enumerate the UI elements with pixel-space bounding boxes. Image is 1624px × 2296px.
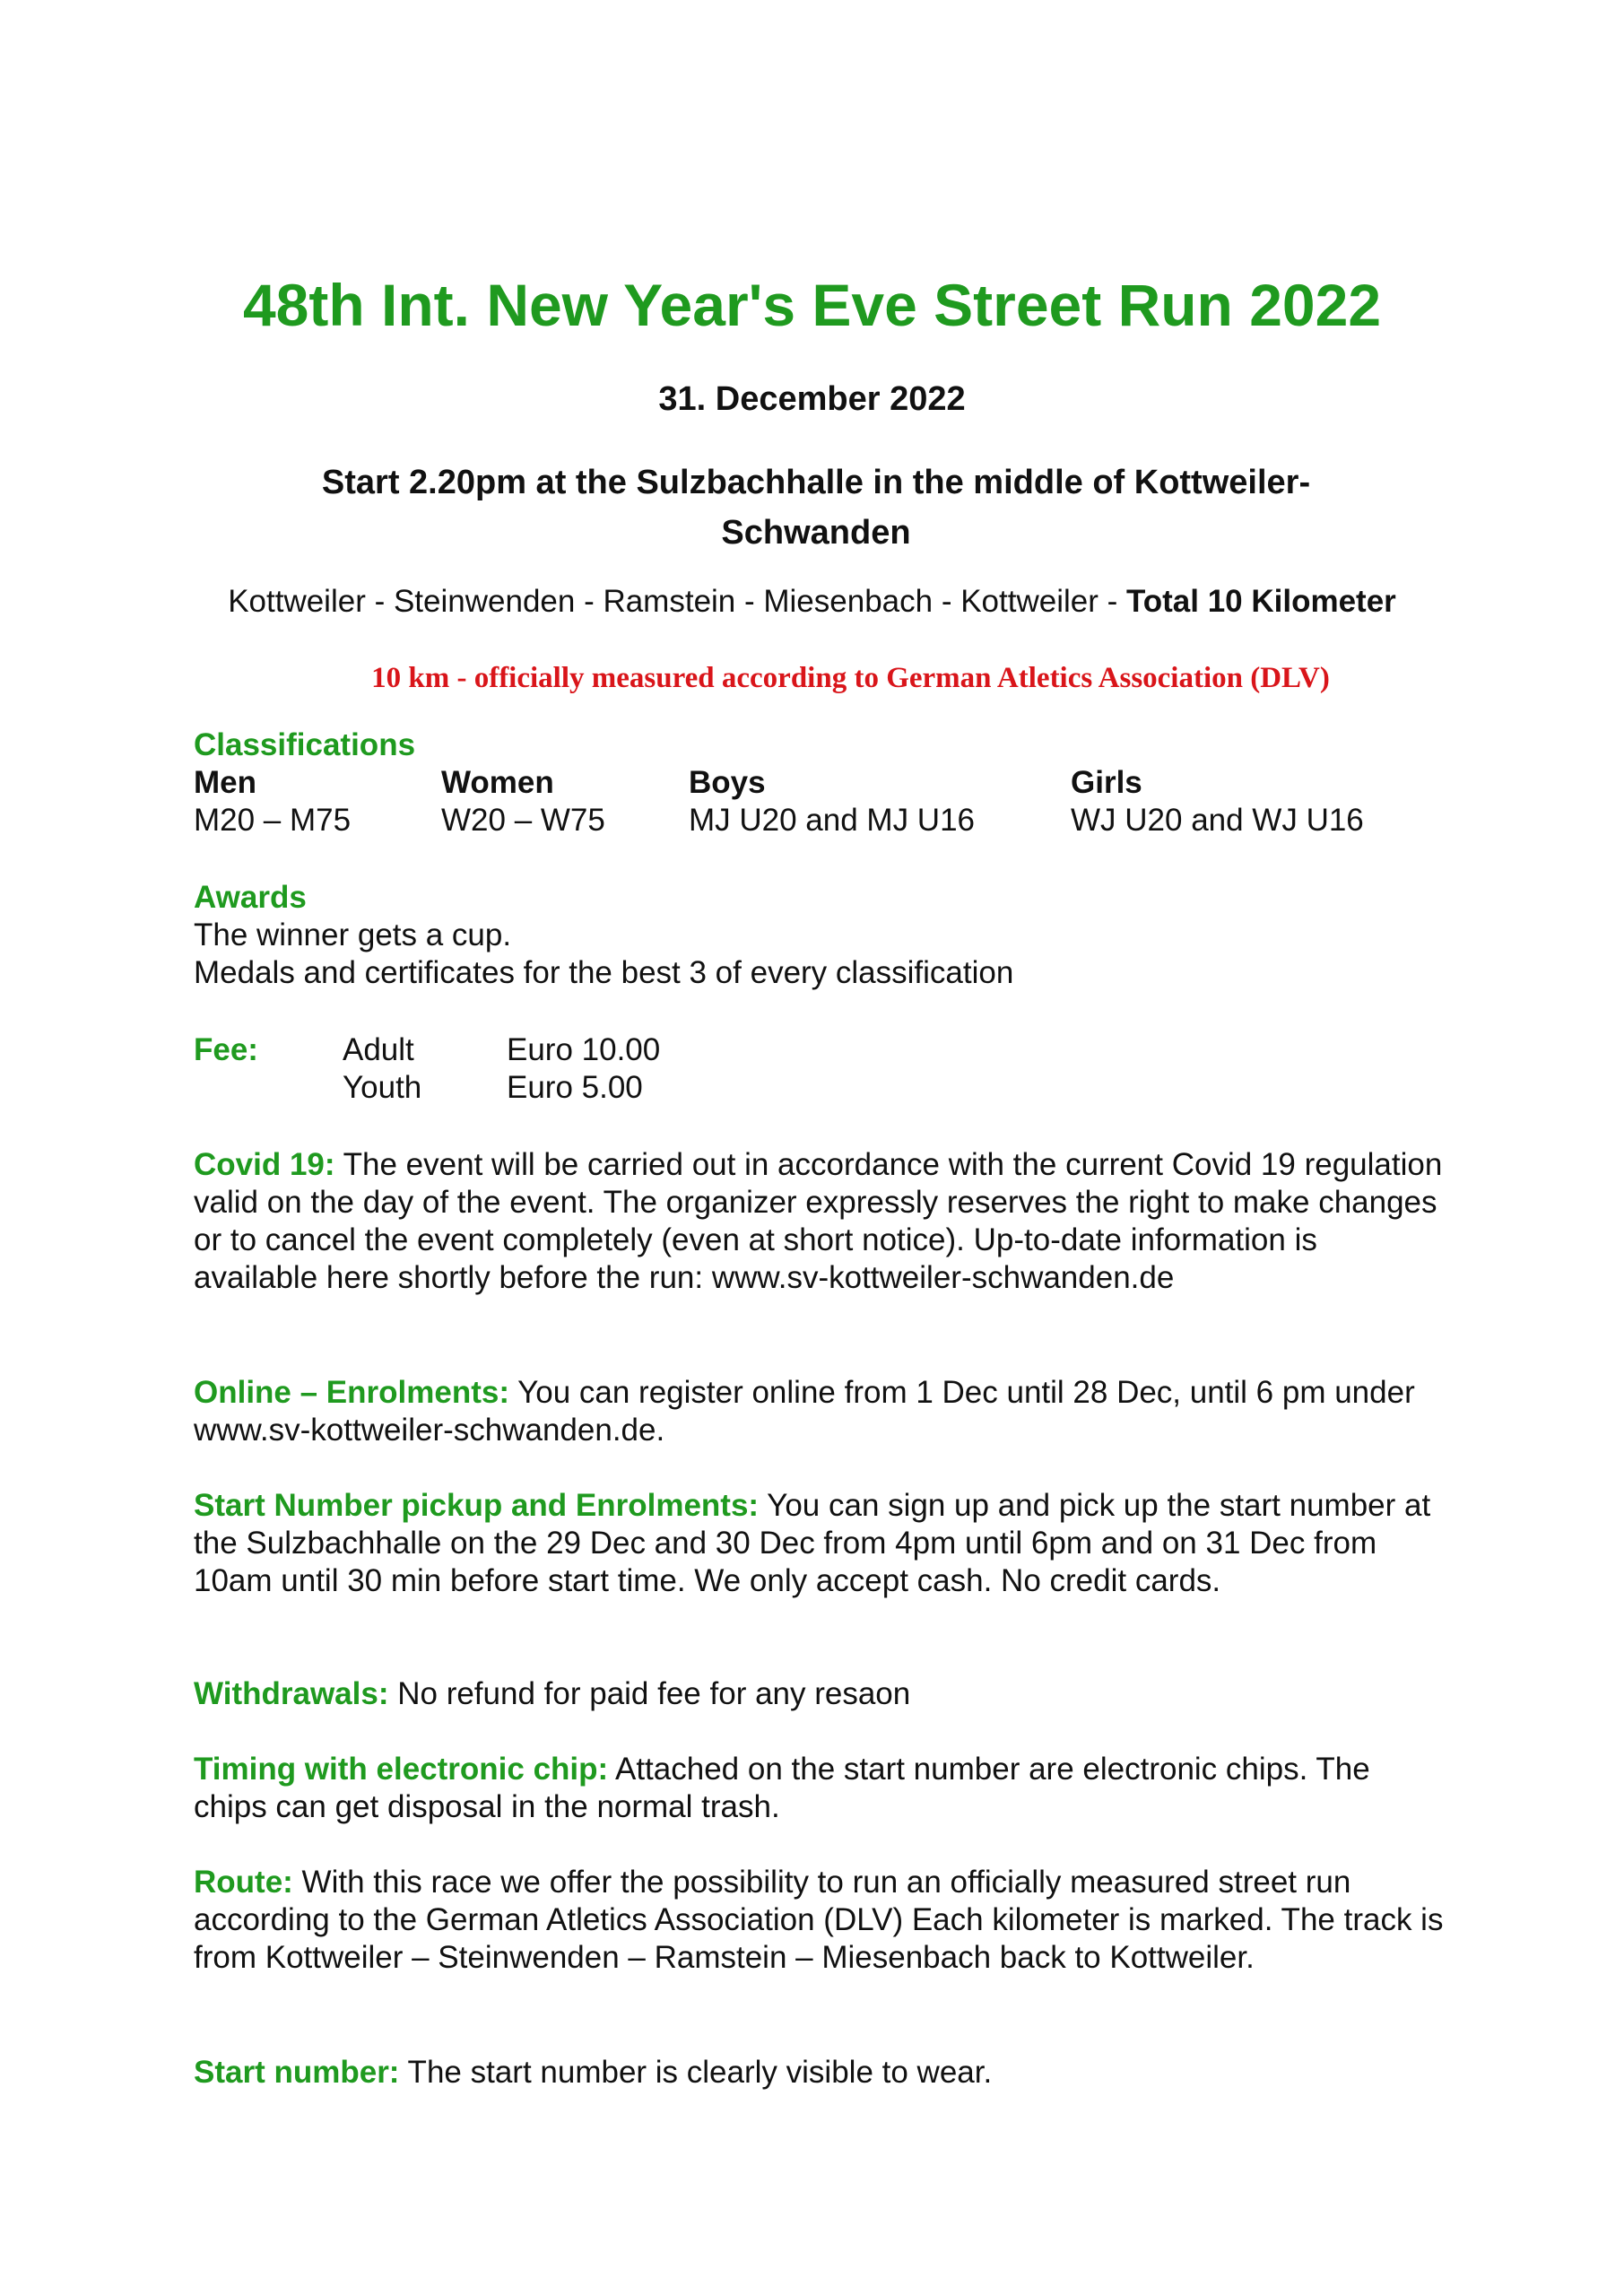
class-header-men: Men xyxy=(194,765,256,800)
class-header-women: Women xyxy=(441,765,554,800)
classifications-section xyxy=(194,726,1449,839)
awards-heading: Awards xyxy=(194,880,307,915)
fee-amount: Euro 5.00 xyxy=(507,1070,643,1105)
route-summary xyxy=(0,581,1624,622)
dlv-note: 10 km - officially measured according to German Atletics Association (DLV) xyxy=(371,662,1330,694)
route-text: With this race we offer the possibility to run an officially measured street run according to the German Atletics Association (DLV) Each kilometer is marked. The track is from Kottweiler – Steinwenden – Ramstein – Miesenbach back to Kottweiler. xyxy=(194,1865,1444,1975)
class-value-women: W20 – W75 xyxy=(441,803,605,838)
fee-section xyxy=(194,1031,1449,1107)
online-enrolments-paragraph xyxy=(194,1374,1449,1449)
withdrawals-label: Withdrawals: xyxy=(194,1676,389,1711)
page-title: 48th Int. New Year's Eve Street Run 2022 xyxy=(242,272,1382,338)
timing-label: Timing with electronic chip: xyxy=(194,1752,609,1787)
classifications-heading: Classifications xyxy=(194,727,416,762)
covid-label: Covid 19: xyxy=(194,1147,335,1182)
withdrawals-text: No refund for paid fee for any resaon xyxy=(388,1676,911,1711)
start-number-pickup-paragraph xyxy=(194,1487,1449,1600)
start-number-pickup-label: Start Number pickup and Enrolments: xyxy=(194,1488,760,1523)
start-number-paragraph xyxy=(194,2054,1449,2092)
start-number-label: Start number: xyxy=(194,2055,400,2090)
class-value-men: M20 – M75 xyxy=(194,803,352,838)
classifications-table xyxy=(194,764,1449,839)
covid-paragraph xyxy=(194,1146,1449,1297)
route-places: Kottweiler - Steinwenden - Ramstein - Miesenbach - Kottweiler - xyxy=(228,584,1126,619)
fee-amount: Euro 10.00 xyxy=(507,1032,661,1067)
event-date: 31. December 2022 xyxy=(658,380,966,418)
awards-line: The winner gets a cup. xyxy=(194,918,512,952)
class-header-boys: Boys xyxy=(689,765,766,800)
fee-table xyxy=(194,1031,1449,1107)
awards-line: Medals and certificates for the best 3 of every classification xyxy=(194,955,1014,990)
fee-category: Youth xyxy=(343,1070,422,1105)
withdrawals-paragraph xyxy=(194,1675,1449,1713)
class-value-boys: MJ U20 and MJ U16 xyxy=(689,803,976,838)
covid-text: The event will be carried out in accordance with the current Covid 19 regulation valid on the day of the event. The organizer expressly reserves the right to make changes or to cancel the event completely (even at short notice). Up-to-date information is available here shortly before the run: www.sv-kottweiler-schwanden.de xyxy=(194,1147,1443,1295)
fee-category: Adult xyxy=(343,1032,414,1067)
start-number-text: The start number is clearly visible to wear. xyxy=(399,2055,993,2090)
route-label: Route: xyxy=(194,1865,293,1900)
route-total: Total 10 Kilometer xyxy=(1125,584,1396,619)
class-value-girls: WJ U20 and WJ U16 xyxy=(1071,803,1364,838)
online-enrolments-label: Online – Enrolments: xyxy=(194,1375,509,1410)
awards-section xyxy=(194,879,1449,992)
online-enrolments-text: You can register online from 1 Dec until 28 Dec, until 6 pm under www.sv-kottweiler-schwanden.de. xyxy=(194,1375,1415,1448)
route-paragraph xyxy=(194,1864,1449,1977)
start-info: Start 2.20pm at the Sulzbachhalle in the middle of Kottweiler-Schwanden xyxy=(321,464,1311,552)
fee-label: Fee: xyxy=(194,1032,258,1067)
class-header-girls: Girls xyxy=(1071,765,1142,800)
timing-text: Attached on the start number are electronic chips. The chips can get disposal in the normal trash. xyxy=(194,1752,1370,1824)
start-number-pickup-text: You can sign up and pick up the start number at the Sulzbachhalle on the 29 Dec and 30 Dec from 4pm until 6pm and on 31 Dec from 10am until 30 min before start time. We only accept cash. No credit cards. xyxy=(194,1488,1431,1598)
timing-paragraph xyxy=(194,1751,1449,1826)
